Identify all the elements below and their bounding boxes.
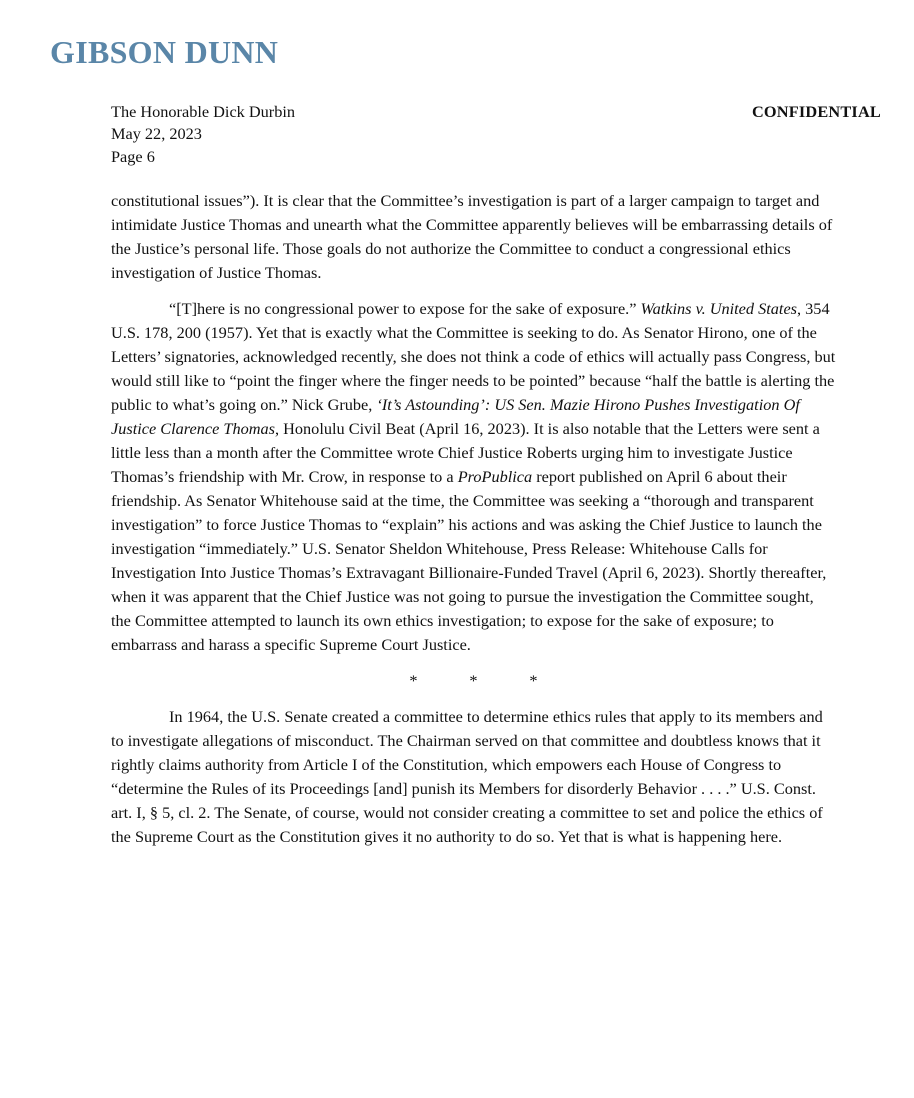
page-number: Page 6 [111,146,155,166]
recipient: The Honorable Dick Durbin [111,102,296,121]
firm-logo: GIBSON DUNN [50,34,279,70]
paragraph-2-text: “[T]here is no congressional power to expose for the sake of exposure.” [169,299,641,318]
case-citation: Watkins v. United States [640,299,798,318]
letter-body [111,189,836,849]
separator-star: * [469,671,478,690]
separator-star: * [409,671,418,690]
paragraph-2-text: , 354 U.S. 178, 200 (1957). Yet that is exactly what the Committee is seeking to do. As Senator Hirono, one of the Letters’ signatories, acknowledged recently, she does not think a code of ethics will actually pass Congress, but would still like to “point the finger where the finger needs to be pointed” because “half the battle is alerting the public to what’s going on.” Nick Grube, [111,299,836,414]
paragraph-2-text: , Honolulu Civil Beat (April 16, 2023). It is also notable that the Letters were sent a little less than a month after the Committee wrote Chief Justice Roberts urging him to investigate Justice Thomas’s friendship with Mr. Crow, in response to a [111,419,820,486]
letter-date: May 22, 2023 [111,124,202,144]
paragraph-2-text: report published on April 6 about their friendship. As Senator Whitehouse said at the time, the Committee was seeking a “thorough and transparent investigation” to force Justice Thomas to “explain” his actions and was asking the Chief Justice to launch the investigation “immediately.” U.S. Senator Sheldon Whitehouse, Press Release: Whitehouse Calls for Investigation Into Justice Thomas’s Extravagant Billionaire-Funded Travel (April 6, 2023). Shortly thereafter, when it was apparent that the Chief Justice was not going to pursue the investigation the Committee sought, the Committee attempted to launch its own ethics investigation; to expose for the sake of exposure; to embarrass and harass a specific Supreme Court Justice. [111,467,827,654]
confidential-label: CONFIDENTIAL [751,102,881,121]
paragraph-3: In 1964, the U.S. Senate created a committee to determine ethics rules that apply to its members and to investigate allegations of misconduct. The Chairman served on that committee and doubtless knows that it rightly claims authority from Article I of the Constitution, which empowers each House of Congress to “determine the Rules of its Proceedings [and] punish its Members for disorderly Behavior . . . .” U.S. Const. art. I, § 5, cl. 2. The Senate, of course, would not consider creating a committee to set and police the ethics of the Supreme Court as the Constitution gives it no authority to do so. Yet that is what is happening here. [111,707,823,846]
paragraph-1: constitutional issues”). It is clear that the Committee’s investigation is part of a larger campaign to target and intimidate Justice Thomas and unearth what the Committee apparently believes will be embarrassing details of the Justice’s personal life. Those goals do not authorize the Committee to conduct a congressional ethics investigation of Justice Thomas. [111,191,833,282]
publication-name: ProPublica [457,467,533,486]
separator-star: * [529,671,538,690]
section-separator [111,669,836,693]
paragraph-2 [111,297,836,657]
article-title: ‘It’s Astounding’: US Sen. Mazie Hirono Pushes Investigation Of Justice Clarence Thomas [111,395,800,438]
letter-header [111,101,881,168]
